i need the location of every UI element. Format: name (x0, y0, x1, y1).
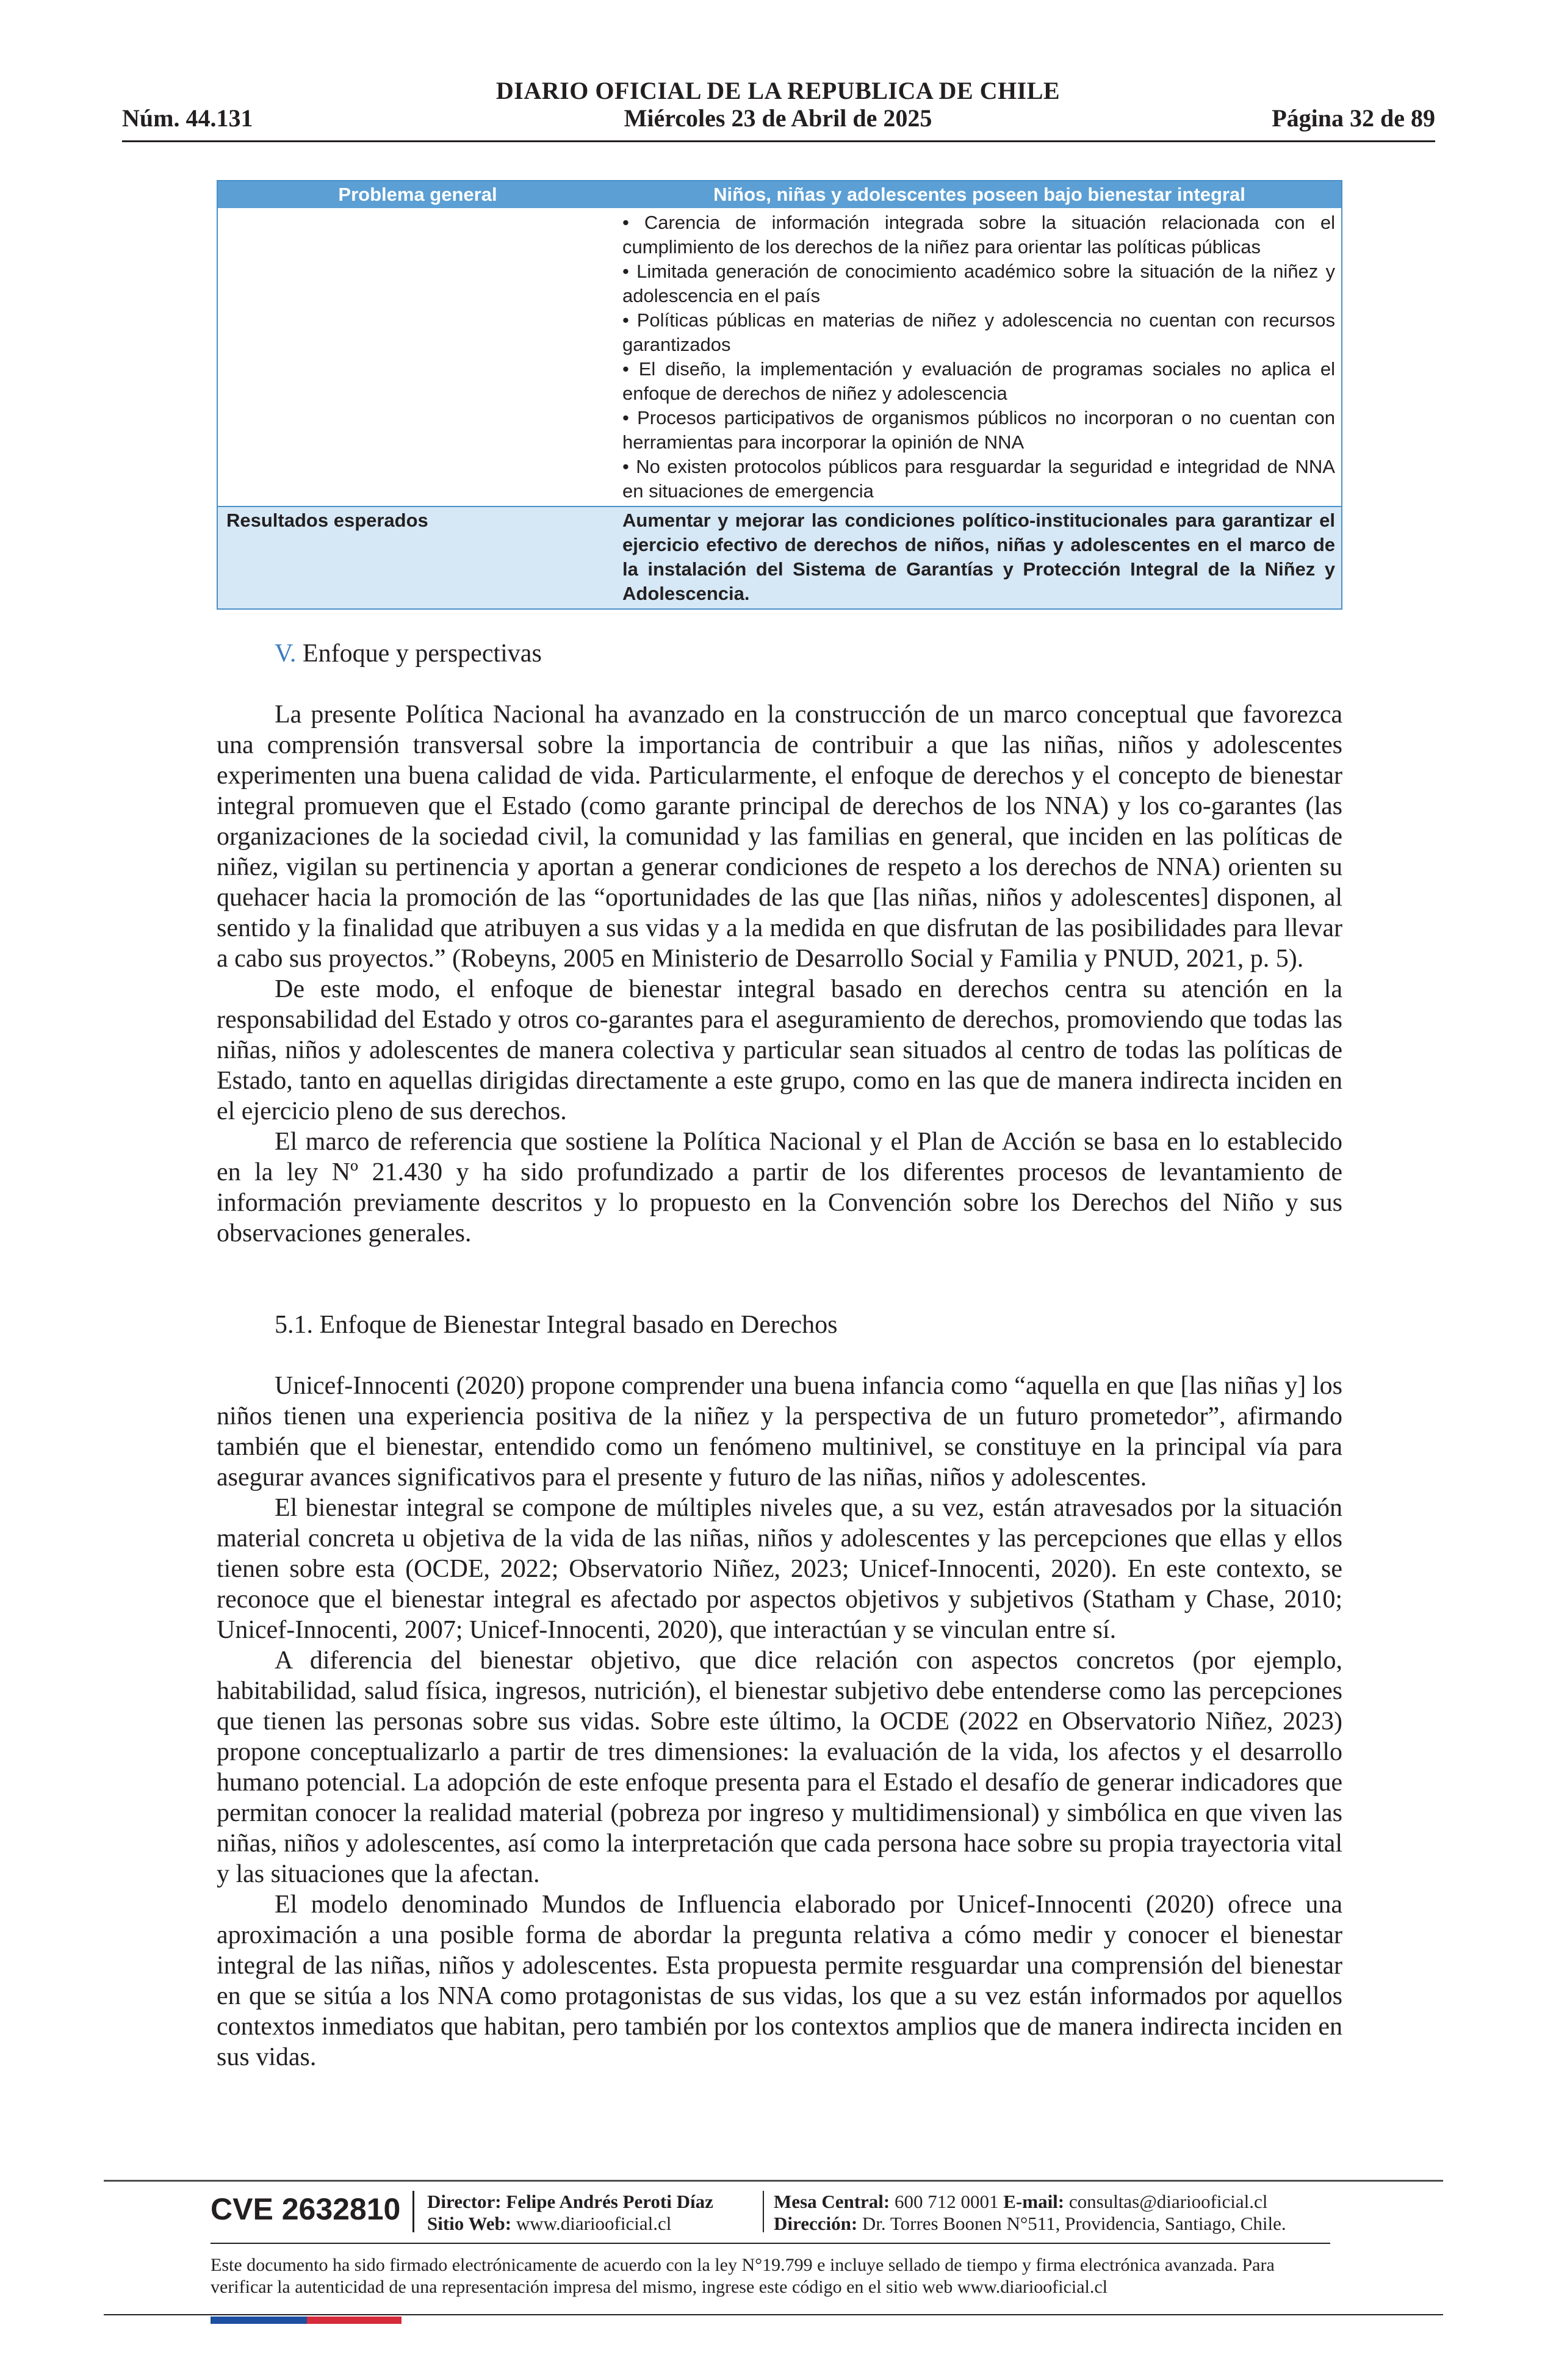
paragraph: El modelo denominado Mundos de Influencia elaborado por Unicef-Innocenti (2020) ofrece una aproximación a una posible forma de abordar la pregunta relativa a cómo medir y conocer el bienestar integral de las niñas, niños y adolescentes. Esta propuesta permite resguardar una comprensión del bienestar en que se sitúa a los NNA como protagonistas de sus vidas, los que a su vez están informados por aquellos contextos inmediatos que habitan, pero también por los contextos amplios que de manera indirecta inciden en sus vidas. (217, 1891, 1342, 2071)
problem-item: • No existen protocolos públicos para resguardar la seguridad e integridad de NNA en situaciones de emergencia (622, 456, 1335, 502)
section-v-body (217, 699, 1342, 1249)
problem-item: • El diseño, la implementación y evaluación de programas sociales no aplica el enfoque de derechos de niñez y adolescencia (622, 358, 1335, 404)
email-link[interactable]: consultas@diariooficial.cl (1068, 2191, 1268, 2212)
footer-contact-block (774, 2191, 1286, 2235)
problem-item: • Políticas públicas en materias de niñez y adolescencia no cuentan con recursos garantizados (622, 309, 1335, 355)
results-label: Resultados esperados (226, 510, 428, 531)
page-number: Página 32 de 89 (1272, 104, 1435, 132)
section-5-1-heading: 5.1. Enfoque de Bienestar Integral basado en Derechos (275, 1311, 838, 1339)
paragraph: El bienestar integral se compone de múltiples niveles que, a su vez, están atravesados por la situación material concreta u objetiva de la vida de las niñas, niños y adolescentes y las percepciones que ellas y ellos tienen sobre esta (OCDE, 2022; Observatorio Niñez, 2023; Unicef-Innocenti, 2020). En este contexto, se reconoce que el bienestar integral es afectado por aspectos objetivos y subjetivos (Statham y Chase, 2010; Unicef-Innocenti, 2007; Unicef-Innocenti, 2020), que interactúan y se vinculan entre sí. (217, 1494, 1342, 1644)
table-cell-empty (218, 208, 618, 506)
section-5-1-body (217, 1371, 1342, 2072)
problem-items-cell (618, 208, 1341, 506)
table-row-problems (218, 208, 1341, 506)
table-row-results (218, 506, 1341, 608)
newspaper-title: DIARIO OFICIAL DE LA REPUBLICA DE CHILE (495, 77, 1061, 104)
signature-notice: Este documento ha sido firmado electrónicamente de acuerdo con la ley N°19.799 e incluye sellado de tiempo y firma electrónica avanzada. Para verificar la autenticidad de una representación impresa del mismo, ingrese este código en el sitio web www.diariooficial.cl (211, 2255, 1275, 2297)
problem-item: • Procesos participativos de organismos públicos no incorporan o no cuentan con herramientas para incorporar la opinión de NNA (622, 407, 1335, 453)
issue-number: Núm. 44.131 (122, 104, 253, 132)
phone-number: 600 712 0001 (895, 2191, 999, 2212)
website-label: Sitio Web: (427, 2213, 512, 2234)
cve-code: CVE 2632810 (211, 2192, 401, 2226)
paragraph: A diferencia del bienestar objetivo, que dice relación con aspectos concretos (por ejemplo, habitabilidad, salud física, ingresos, nutrición), el bienestar subjetivo debe entenderse como las percepciones que tienen las personas sobre sus vidas. Sobre este último, la OCDE (2022 en Observatorio Niñez, 2023) propone conceptualizarlo a partir de tres dimensiones: la evaluación de la vida, los afectos y el desarrollo humano potencial. La adopción de este enfoque presenta para el Estado el desafío de generar indicadores que permitan conocer la realidad material (pobreza por ingreso y multidimensional) y simbólica en que viven las niñas, niños y adolescentes, así como la interpretación que cada persona hace sobre su propia trayectoria vital y las situaciones que la afectan. (217, 1646, 1342, 1888)
paragraph: El marco de referencia que sostiene la Política Nacional y el Plan de Acción se basa en lo establecido en la ley Nº 21.430 y ha sido profundizado a partir de los diferentes procesos de levantamiento de información previamente descritos y lo propuesto en la Convención sobre los Derechos del Niño y sus observaciones generales. (217, 1128, 1342, 1247)
flag-stripe-blue (211, 2317, 307, 2324)
section-v-heading (275, 638, 542, 669)
section-v-title: Enfoque y perspectivas (302, 640, 542, 668)
problem-item: • Carencia de información integrada sobre la situación relacionada con el cumplimiento de los derechos de la niñez para orientar las políticas públicas (622, 212, 1335, 258)
paragraph: De este modo, el enfoque de bienestar integral basado en derechos centra su atención en la responsabilidad del Estado y otros co-garantes para el aseguramiento de derechos, promoviendo que todas las niñas, niños y adolescentes de manera colectiva y particular sean situados al centro de todas las políticas de Estado, tanto en aquellas dirigidas directamente a este grupo, como en las que de manera indirecta inciden en el ejercicio pleno de sus derechos. (217, 975, 1342, 1125)
address-value: Dr. Torres Boonen N°511, Providencia, Santiago, Chile. (862, 2213, 1286, 2234)
email-label: E-mail: (1003, 2191, 1065, 2212)
footer-divider-bottom (104, 2314, 1443, 2315)
address-label: Dirección: (774, 2213, 858, 2234)
director-label: Director: (427, 2191, 502, 2212)
footer-separator (763, 2191, 764, 2232)
footer-separator (412, 2191, 414, 2232)
issue-date: Miércoles 23 de Abril de 2025 (624, 104, 932, 132)
footer-director-block (427, 2191, 713, 2235)
results-text: Aumentar y mejorar las condiciones político-institucionales para garantizar el ejercicio efectivo de derechos de niños, niñas y adolescentes en el marco de la instalación del Sistema de Garantías y Protección Integral de la Niñez y Adolescencia. (622, 510, 1335, 604)
director-name: Felipe Andrés Peroti Díaz (506, 2191, 713, 2212)
table-header-problem: Problema general (338, 184, 497, 205)
footer-divider-middle (211, 2243, 1330, 2244)
problem-results-table (217, 180, 1342, 610)
header-divider (122, 140, 1435, 142)
flag-stripe-red (307, 2317, 402, 2324)
table-header-description: Niños, niñas y adolescentes poseen bajo bienestar integral (713, 184, 1245, 205)
problem-item: • Limitada generación de conocimiento académico sobre la situación de la niñez y adolescencia en el país (622, 261, 1335, 306)
paragraph: La presente Política Nacional ha avanzado en la construcción de un marco conceptual que favorezca una comprensión transversal sobre la importancia de contribuir a que las niñas, niños y adolescentes experimenten una buena calidad de vida. Particularmente, el enfoque de derechos y el concepto de bienestar integral promueven que el Estado (como garante principal de derechos de los NNA) y los co-garantes (las organizaciones de la sociedad civil, la comunidad y las familias en general, que inciden en las políticas de niñez, vigilan su pertinencia y aportan a generar condiciones de respeto a los derechos de NNA) orienten su quehacer hacia la promoción de las “oportunidades de las que [las niñas, niños y adolescentes] disponen, al sentido y la finalidad que atribuyen a sus vidas y a la medida en que disfrutan de las posibilidades para llevar a cabo sus proyectos.” (Robeyns, 2005 en Ministerio de Desarrollo Social y Familia y PNUD, 2021, p. 5). (217, 701, 1342, 973)
paragraph: Unicef-Innocenti (2020) propone comprender una buena infancia como “aquella en que [las niñas y] los niños tienen una experiencia positiva de la niñez y la perspectiva de un futuro prometedor”, afirmando también que el bienestar, entendido como un fenómeno multinivel, se constituye en la principal vía para asegurar avances significativos para el presente y futuro de las niñas, niños y adolescentes. (217, 1372, 1342, 1491)
table-header-row (218, 181, 1341, 208)
phone-label: Mesa Central: (774, 2191, 890, 2212)
footer-divider-top (104, 2180, 1443, 2182)
website-link[interactable]: www.diariooficial.cl (516, 2213, 672, 2234)
section-v-number: V. (275, 640, 297, 668)
